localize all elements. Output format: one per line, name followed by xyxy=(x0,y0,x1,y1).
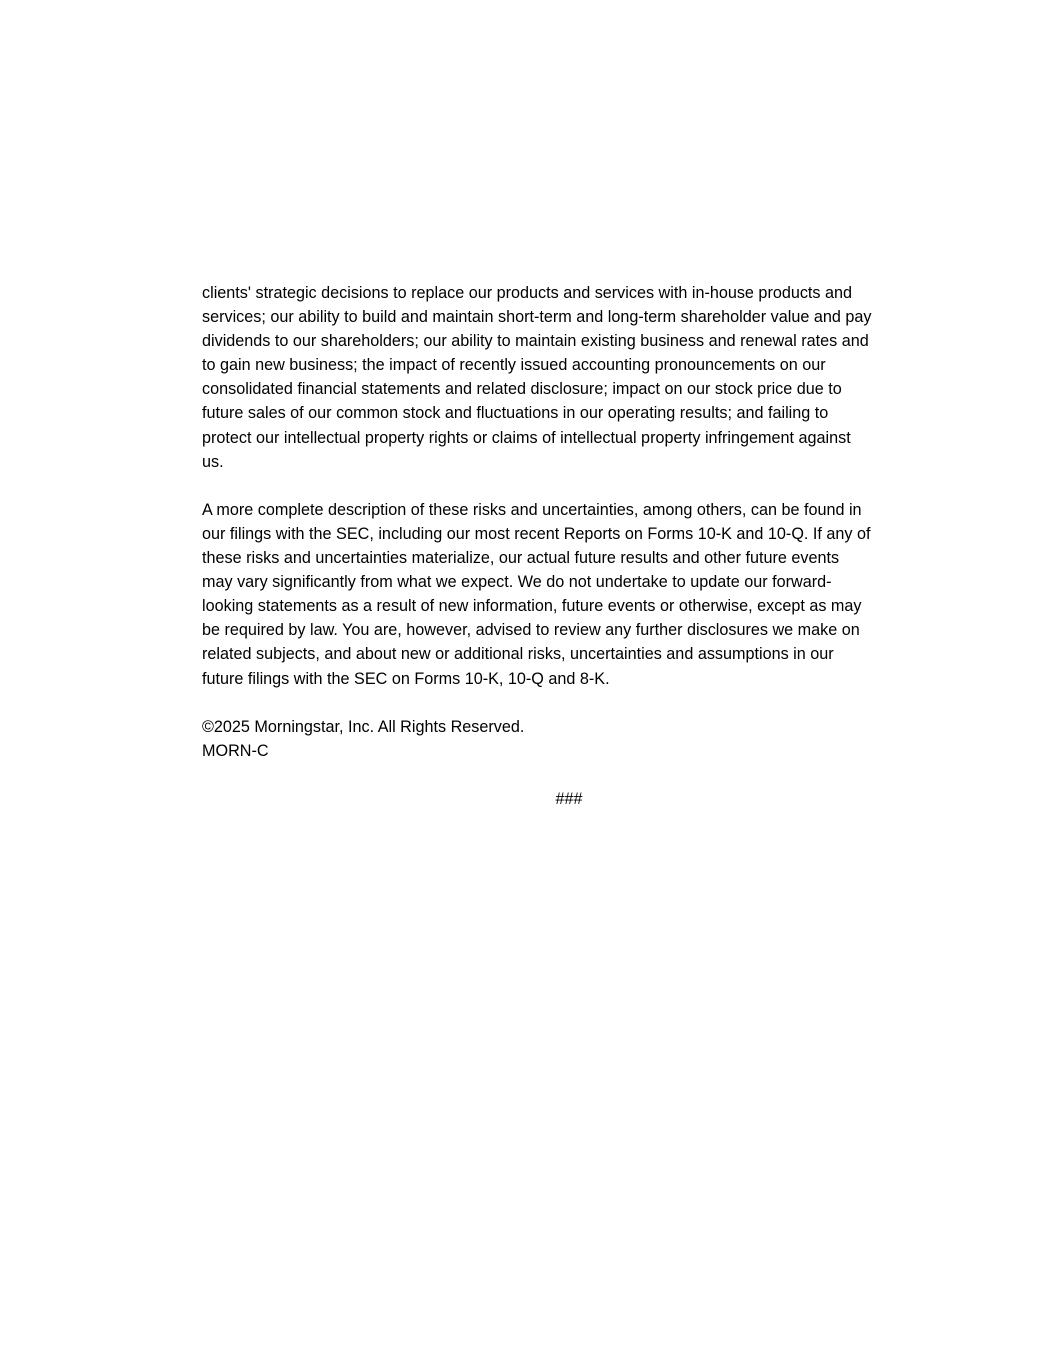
end-of-release-mark: ### xyxy=(555,789,583,808)
text-line: our filings with the SEC, including our most recent Reports on Forms 10-K and 10-Q. If any of xyxy=(202,524,871,543)
text-line: consolidated financial statements and related disclosure; impact on our stock price due to xyxy=(202,380,842,399)
risk-factors-continued-paragraph xyxy=(202,281,936,474)
text-line: dividends to our shareholders; our ability to maintain existing business and renewal rates and xyxy=(202,332,869,351)
text-line: A more complete description of these risks and uncertainties, among others, can be found in xyxy=(202,500,862,519)
text-line: services; our ability to build and maintain short-term and long-term shareholder value and pay xyxy=(202,308,872,327)
text-line: future sales of our common stock and fluctuations in our operating results; and failing to xyxy=(202,404,829,423)
text-line: future filings with the SEC on Forms 10-K, 10-Q and 8-K. xyxy=(202,669,610,688)
text-line: to gain new business; the impact of recently issued accounting pronouncements on our xyxy=(202,356,826,375)
text-line: clients' strategic decisions to replace our products and services with in-house products and xyxy=(202,284,853,302)
copyright-notice: ©2025 Morningstar, Inc. All Rights Reserved. xyxy=(202,717,525,736)
text-line: be required by law. You are, however, advised to review any further disclosures we make on xyxy=(202,621,860,640)
sec-filings-disclaimer-paragraph xyxy=(202,498,936,691)
text-line: may vary significantly from what we expect. We do not undertake to update our forward- xyxy=(202,573,832,592)
text-line: protect our intellectual property rights or claims of intellectual property infringement against xyxy=(202,428,851,447)
document-body xyxy=(202,281,936,811)
text-line: related subjects, and about new or additional risks, uncertainties and assumptions in our xyxy=(202,645,834,664)
copyright-block xyxy=(202,715,936,763)
ticker-code: MORN-C xyxy=(202,741,269,760)
text-line: these risks and uncertainties materialize, our actual future results and other future events xyxy=(202,549,840,568)
text-line: us. xyxy=(202,452,224,471)
text-line: looking statements as a result of new information, future events or otherwise, except as may xyxy=(202,597,862,616)
